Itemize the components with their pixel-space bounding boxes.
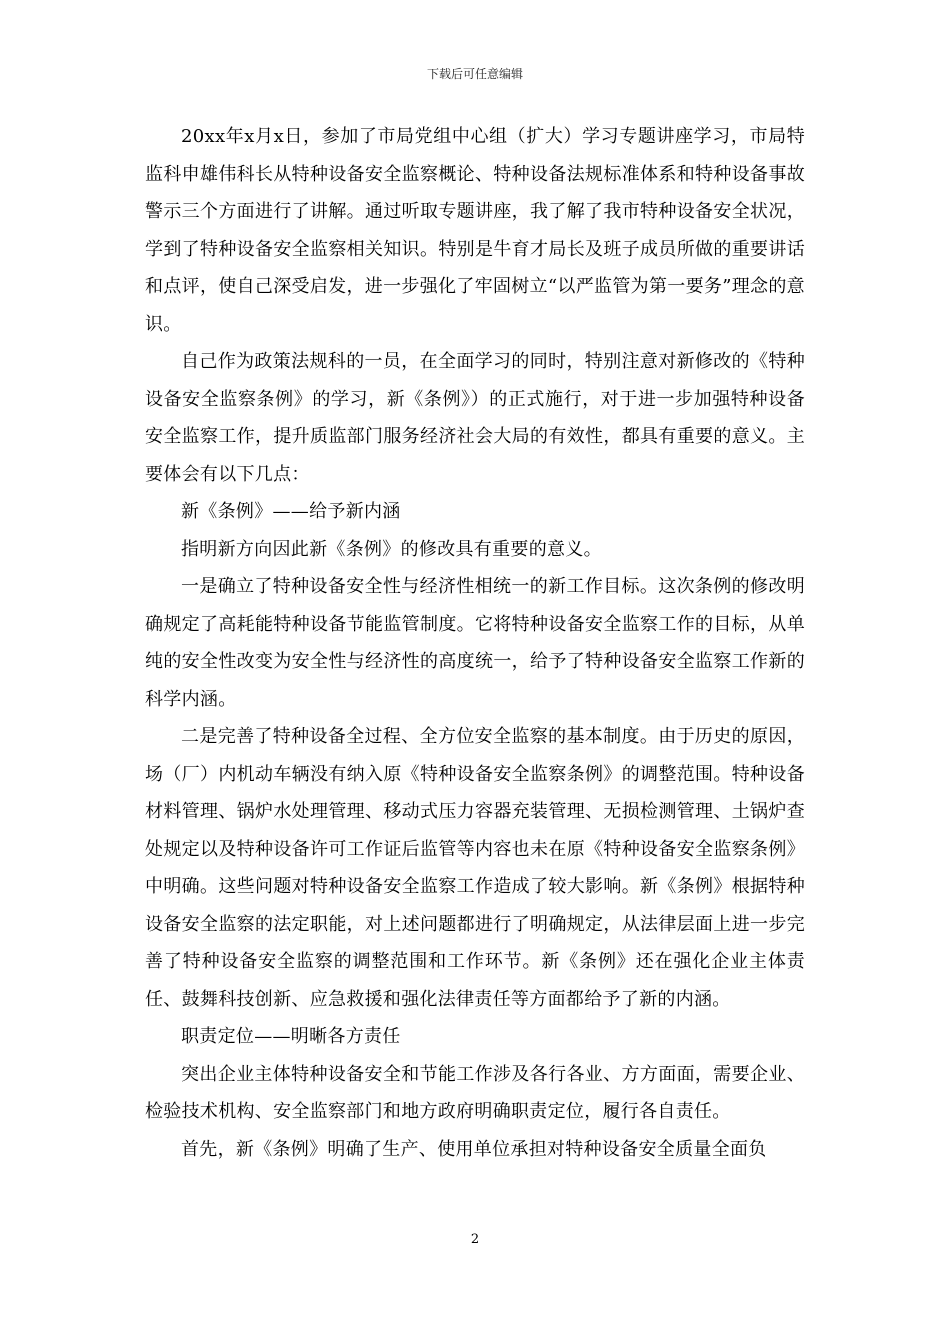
section-heading-responsibility: 职责定位——明晰各方责任 — [181, 1026, 401, 1047]
paragraph-enterprise-subject: 突出企业主体特种设备安全和节能工作涉及各行各业、方方面面，需要企业、检验技术机构、安全监察部门和地方政府明确职责定位，履行各自责任。 — [145, 1063, 805, 1122]
paragraph-point-one: 一是确立了特种设备安全性与经济性相统一的新工作目标。这次条例的修改明确规定了高耗能特种设备节能监管制度。它将特种设备安全监察工作的目标，从单纯的安全性改变为安全性与经济性的高度统一，给予了特种设备安全监察工作新的科学内涵。 — [145, 576, 805, 710]
page-number: 2 — [470, 1232, 480, 1247]
paragraph-intro: 20xx年x月x日，参加了市局党组中心组（扩大）学习专题讲座学习，市局特监科申雄伟科长从特种设备安全监察概论、特种设备法规标准体系和特种设备事故警示三个方面进行了讲解。通过听取专题讲座，我了解了我市特种设备安全状况，学到了特种设备安全监察相关知识。特别是牛育才局长及班子成员所做的重要讲话和点评，使自己深受启发，进一步强化了牢固树立“以严监管为第一要务”理念的意识。 — [145, 126, 805, 335]
paragraph-first: 首先，新《条例》明确了生产、使用单位承担对特种设备安全质量全面负 — [181, 1138, 767, 1160]
page-header: 下载后可任意编辑 — [426, 67, 523, 81]
paragraph-self-study: 自己作为政策法规科的一员，在全面学习的同时，特别注意对新修改的《特种设备安全监察条例》的学习，新《条例》）的正式施行，对于进一步加强特种设备安全监察工作，提升质监部门服务经济社会大局的有效性，都具有重要的意义。主要体会有以下几点： — [145, 351, 805, 485]
section-heading-new-regulation: 新《条例》——给予新内涵 — [181, 501, 401, 522]
paragraph-new-direction: 指明新方向因此新《条例》的修改具有重要的意义。 — [181, 538, 602, 560]
paragraph-point-two: 二是完善了特种设备全过程、全方位安全监察的基本制度。由于历史的原因，场（厂）内机动车辆没有纳入原《特种设备安全监察条例》的调整范围。特种设备材料管理、锅炉水处理管理、移动式压力容器充装管理、无损检测管理、土锅炉查处规定以及特种设备许可工作证后监管等内容也未在原《特种设备安全监察条例》中明确。这些问题对特种设备安全监察工作造成了较大影响。新《条例》根据特种设备安全监察的法定职能，对上述问题都进行了明确规定，从法律层面上进一步完善了特种设备安全监察的调整范围和工作环节。新《条例》还在强化企业主体责任、鼓舞科技创新、应急救援和强化法律责任等方面都给予了新的内涵。 — [145, 726, 805, 1010]
document-body — [145, 118, 805, 1168]
